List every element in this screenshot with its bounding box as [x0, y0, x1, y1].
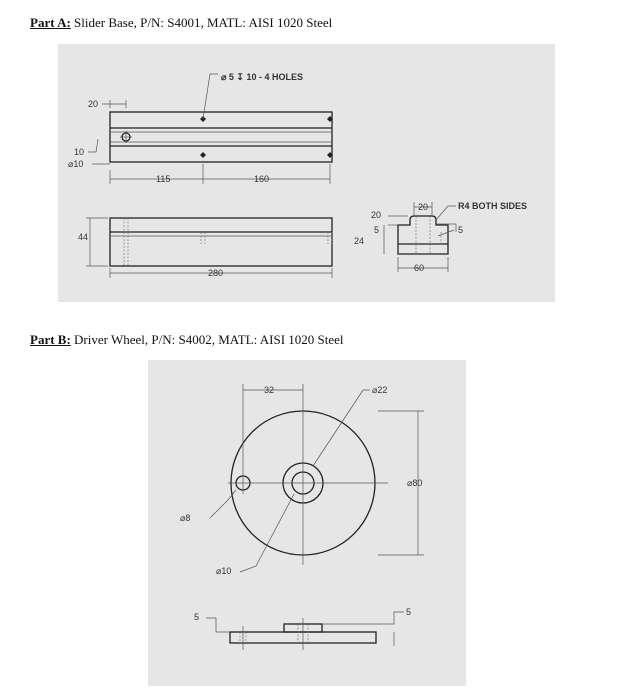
part-b-label: Part B: [30, 332, 71, 347]
holes-callout: ⌀ 5 ↧ 10 - 4 HOLES [221, 72, 303, 82]
slider-base-top-view [68, 72, 333, 184]
part-a-title: Slider Base, P/N: S4001, MATL: AISI 1020 Steel [70, 15, 333, 30]
part-a-heading [30, 15, 332, 31]
dim-dia10: ⌀10 [216, 566, 232, 576]
driver-wheel-drawing [148, 360, 466, 686]
dim-dia10: ⌀10 [68, 159, 84, 169]
dim-20-side-left: 20 [371, 210, 382, 220]
dim-160: 160 [254, 174, 270, 184]
dim-44: 44 [78, 232, 89, 242]
dim-60: 60 [414, 263, 425, 273]
dim-5-side-left: 5 [374, 225, 380, 235]
dim-115: 115 [156, 174, 171, 184]
driver-wheel-side-view [194, 607, 411, 650]
slider-base-side-view [354, 201, 527, 273]
driver-wheel-front-view [180, 384, 424, 576]
part-a-label: Part A: [30, 15, 71, 30]
dim-280: 280 [208, 268, 224, 278]
dim-dia8: ⌀8 [180, 513, 191, 523]
slider-base-svg [58, 44, 555, 302]
dim-20-top: 20 [88, 99, 99, 109]
dim-5-left: 5 [194, 612, 200, 622]
dim-10-left: 10 [74, 147, 85, 157]
r4-callout: R4 BOTH SIDES [458, 201, 528, 211]
dim-32: 32 [264, 385, 275, 395]
dim-dia80: ⌀80 [407, 478, 423, 488]
dim-24: 24 [354, 236, 365, 246]
dim-dia22: ⌀22 [372, 385, 388, 395]
slider-base-drawing [58, 44, 555, 302]
dim-5-side-right: 5 [458, 225, 464, 235]
part-b-heading [30, 332, 344, 348]
slider-base-front-view [78, 218, 332, 278]
driver-wheel-svg [148, 360, 466, 686]
dim-5-right: 5 [406, 607, 412, 617]
part-b-title: Driver Wheel, P/N: S4002, MATL: AISI 1020 Steel [70, 332, 344, 347]
dim-20-side-top: 20 [418, 202, 429, 212]
